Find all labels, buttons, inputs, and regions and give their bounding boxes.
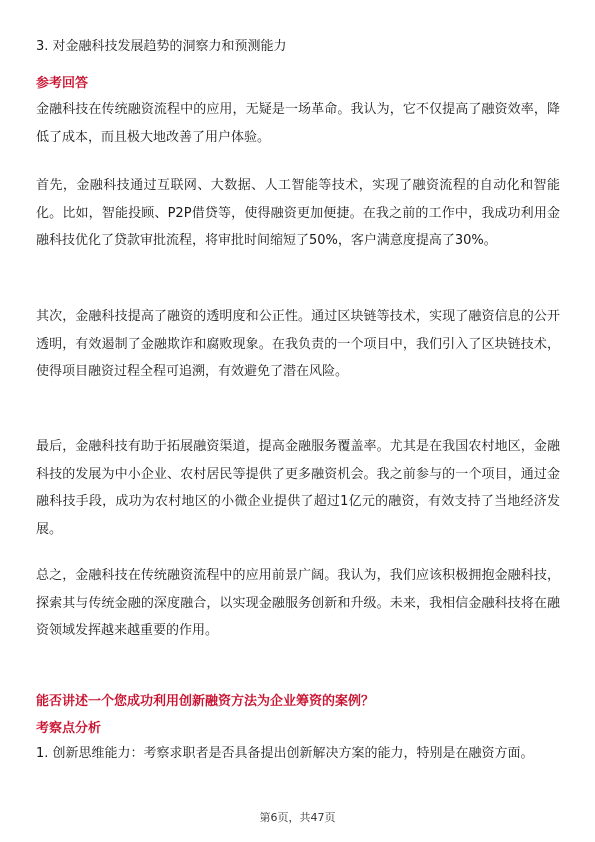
answer-paragraph-4: 最后，金融科技有助于拓展融资渠道，提高金融服务覆盖率。尤其是在我国农村地区，金融科技的发展为中小企业、农村居民等提供了更多融资机会。我之前参与的一个项目，通过金融科技手段，成功为农村地区的小微企业提供了超过1亿元的融资，有效支持了当地经济发展。 [36, 439, 560, 537]
answer-label: 参考回答 [36, 76, 89, 91]
answer-paragraph-5: 总之，金融科技在传统融资流程中的应用前景广阔。我认为，我们应该积极拥抱金融科技，探索其与传统金融的深度融合，以实现金融服务创新和升级。未来，我相信金融科技将在融资领域发挥越来越重要的作用。 [36, 568, 560, 638]
answer-paragraph-2: 首先，金融科技通过互联网、大数据、人工智能等技术，实现了融资流程的自动化和智能化。比如，智能投顾、P2P借贷等，使得融资更加便捷。在我之前的工作中，我成功利用金融科技优化了贷款审批流程，将审批时间缩短了50%，客户满意度提高了30%。 [36, 178, 560, 248]
answer-paragraph-1: 金融科技在传统融资流程中的应用，无疑是一场革命。我认为，它不仅提高了融资效率，降低了成本，而且极大地改善了用户体验。 [36, 102, 560, 145]
question-heading: 能否讲述一个您成功利用创新融资方法为企业筹资的案例？ [36, 694, 375, 709]
section-heading: 3. 对金融科技发展趋势的洞察力和预测能力 [36, 39, 287, 54]
answer-paragraph-3: 其次，金融科技提高了融资的透明度和公正性。通过区块链等技术，实现了融资信息的公开透明，有效遏制了金融欺诈和腐败现象。在我负责的一个项目中，我们引入了区块链技术，使得项目融资过程全程可追溯，有效避免了潜在风险。 [36, 309, 560, 379]
page-footer: 第6页，共47页 [259, 811, 336, 824]
analysis-label: 考察点分析 [36, 721, 102, 736]
analysis-item-1: 1. 创新思维能力：考察求职者是否具备提出创新解决方案的能力，特别是在融资方面。 [36, 746, 534, 761]
